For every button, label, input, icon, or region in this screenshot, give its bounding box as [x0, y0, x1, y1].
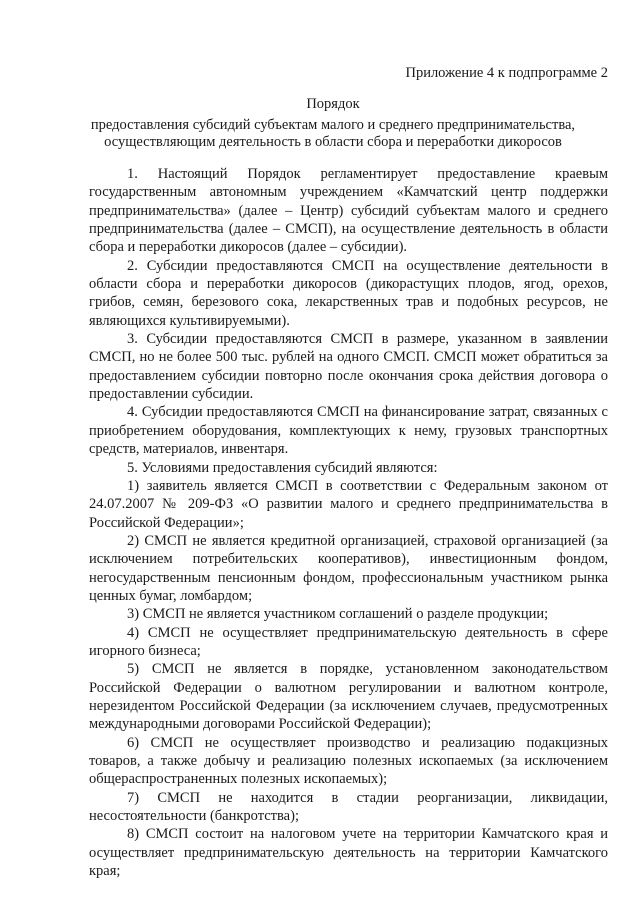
paragraph-3: 3. Субсидии предоставляются СМСП в размере, указанном в заявлении СМСП, но не более 500 тыс. рублей на одного СМСП. СМСП может обратиться за предоставлением субсидии повторно после окончания срока действия договора о предоставлении субсидии.	[89, 331, 608, 403]
document-subtitle	[60, 117, 606, 151]
paragraph-2: 2. Субсидии предоставляются СМСП на осуществление деятельности в области сбора и переработки дикоросов (дикорастущих плодов, ягод, орехов, грибов, семян, березового сока, лекарственных трав и подобных ресурсов, не являющихся культивируемыми).	[89, 257, 608, 329]
subtitle-line: предоставления субсидий субъектам малого и среднего предпринимательства,	[90, 117, 576, 133]
condition-item-1: 1) заявитель является СМСП в соответствии с Федеральным законом от 24.07.2007 № 209-ФЗ «О развитии малого и среднего предпринимательства в Российской Федерации»;	[89, 477, 608, 531]
document-body	[89, 165, 608, 880]
condition-item-4: 4) СМСП не осуществляет предпринимательскую деятельность в сфере игорного бизнеса;	[89, 624, 608, 659]
condition-item-2: 2) СМСП не является кредитной организацией, страховой организацией (за исключением потребительских кооперативов), инвестиционным фондом, негосударственным пенсионным фондом, профессиональным участником рынка ценных бумаг, ломбардом;	[89, 532, 608, 604]
subtitle-line: осуществляющим деятельность в области сбора и переработки дикоросов	[104, 134, 562, 150]
condition-item-5: 5) СМСП не является в порядке, установленном законодательством Российской Федерации о валютном регулировании и валютном контроле, нерезидентом Российской Федерации (за исключением случаев, предусмотренных международными договорами Российской Федерации);	[89, 661, 608, 733]
condition-item-3: 3) СМСП не является участником соглашений о разделе продукции;	[127, 606, 549, 623]
condition-item-8: 8) СМСП состоит на налоговом учете на территории Камчатского края и осуществляет предпринимательскую деятельность на территории Камчатского края;	[89, 826, 608, 880]
condition-item-6: 6) СМСП не осуществляет производство и реализацию подакцизных товаров, а также добычу и реализацию полезных ископаемых (за исключением общераспространенных полезных ископаемых);	[89, 734, 608, 788]
document-title: Порядок	[306, 96, 360, 112]
paragraph-4: 4. Субсидии предоставляются СМСП на финансирование затрат, связанных с приобретением оборудования, комплектующих к нему, грузовых транспортных средств, материалов, инвентаря.	[89, 404, 608, 458]
condition-item-7: 7) СМСП не находится в стадии реорганизации, ликвидации, несостоятельности (банкротства);	[89, 789, 608, 825]
appendix-label: Приложение 4 к подпрограмме 2	[405, 65, 608, 81]
paragraph-5: 5. Условиями предоставления субсидий являются:	[127, 459, 438, 476]
paragraph-1: 1. Настоящий Порядок регламентирует предоставление краевым государственным автономным учреждением «Камчатский центр поддержки предпринимательства» (далее – Центр) субсидий субъектам малого и среднего предпринимательства (далее – СМСП), на осуществление деятельность в области сбора и переработки дикоросов (далее – субсидии).	[89, 166, 608, 256]
